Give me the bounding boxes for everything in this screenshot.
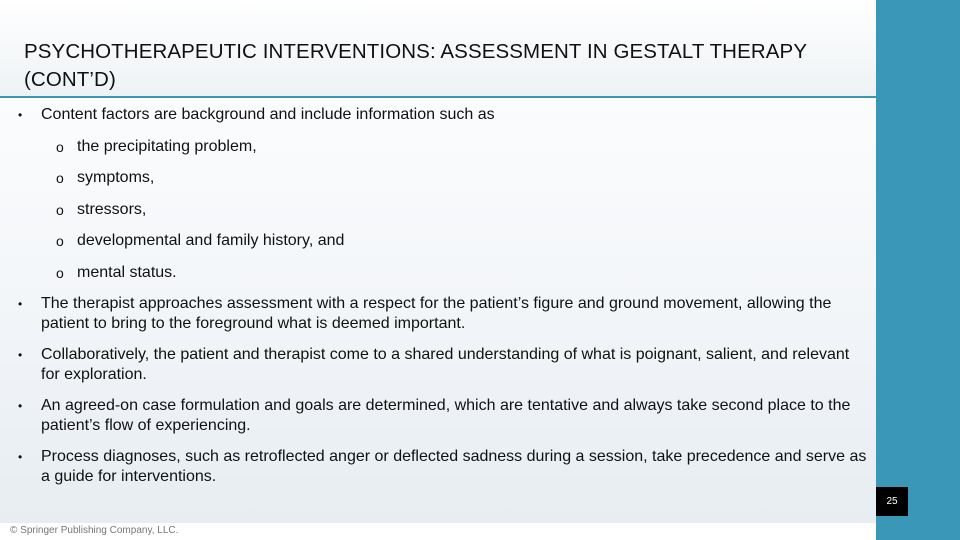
copyright-notice: © Springer Publishing Company, LLC. [10,525,179,536]
bullet-item [18,345,868,385]
sub-bullet-marker: o [56,170,64,186]
bullet-item [18,396,868,436]
sub-bullet-item [56,200,756,220]
sub-bullet-text: stressors, [77,201,147,218]
bullet-marker: • [18,108,23,122]
sub-bullet-marker: o [56,139,64,155]
sub-bullet-text: symptoms, [77,169,155,186]
slide-title: PSYCHOTHERAPEUTIC INTERVENTIONS: ASSESSMENT IN GESTALT THERAPY (CONT’D) [24,40,807,91]
sub-bullet-item [56,168,756,188]
sub-bullet-item [56,137,756,157]
bullet-text: An agreed-on case formulation and goals are determined, which are tentative and always take second place to the patient’s flow of experiencing. [41,397,851,434]
bullet-text: Content factors are background and include information such as [41,106,495,123]
sub-bullet-text: the precipitating problem, [77,138,257,155]
bullet-item [18,105,868,125]
sub-bullet-text: developmental and family history, and [77,232,345,249]
page-number: 25 [876,487,908,516]
bullet-text: Process diagnoses, such as retroflected anger or deflected sadness during a session, take precedence and serve as a guide for interventions. [41,448,867,485]
bullet-item [18,294,868,334]
sub-bullet-marker: o [56,265,64,281]
bullet-text: Collaboratively, the patient and therapist come to a shared understanding of what is poignant, salient, and relevant for exploration. [41,346,850,383]
bullet-marker: • [18,297,23,311]
bullet-marker: • [18,450,23,464]
bullet-marker: • [18,399,23,413]
footer-bar [0,523,876,540]
bullet-text: The therapist approaches assessment with a respect for the patient’s figure and ground movement, allowing the patient to bring to the foreground what is deemed important. [41,295,832,332]
right-accent-band [876,0,960,540]
sub-bullet-item [56,263,756,283]
sub-bullet-marker: o [56,202,64,218]
bullet-marker: • [18,348,23,362]
sub-bullet-item [56,231,756,251]
sub-bullet-text: mental status. [77,264,177,281]
sub-bullet-marker: o [56,233,64,249]
bullet-item [18,447,868,487]
